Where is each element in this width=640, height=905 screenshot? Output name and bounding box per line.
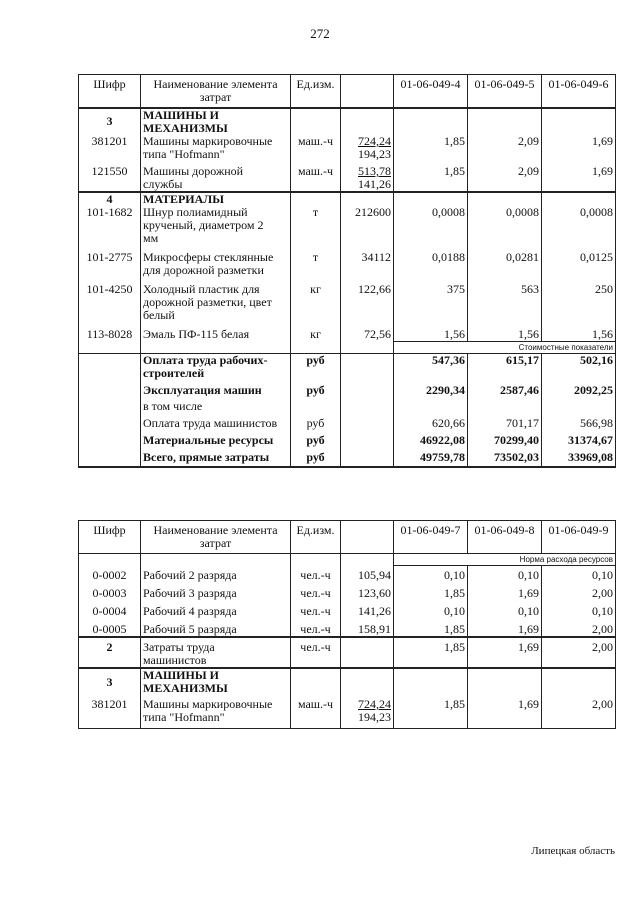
row-name: Машины дорожной службы bbox=[141, 165, 291, 192]
row-name: Микросферы стеклянные для дорожной разметки bbox=[141, 245, 291, 277]
summary-name: в том числе bbox=[141, 397, 291, 413]
row-value-2: 1,69 bbox=[468, 618, 542, 637]
row-value-3: 0,10 bbox=[542, 566, 616, 583]
row-name: МАТЕРИАЛЫ Шнур полиамидный крученый, диаметром 2 мм bbox=[141, 192, 291, 245]
summary-value-1: 46922,08 bbox=[394, 430, 468, 447]
table-header-row bbox=[79, 521, 616, 554]
section-row bbox=[79, 108, 616, 135]
row-unit: маш.-ч bbox=[291, 695, 341, 729]
summary-value-2: 70299,40 bbox=[468, 430, 542, 447]
summary-unit: руб bbox=[291, 380, 341, 397]
header-col1: 01-06-049-7 bbox=[394, 521, 468, 554]
section-title: МАШИНЫ И МЕХАНИЗМЫ bbox=[141, 668, 291, 695]
row-price: 141,26 bbox=[341, 600, 394, 618]
summary-value-3: 31374,67 bbox=[542, 430, 616, 447]
row-name: Затраты труда машинистов bbox=[141, 637, 291, 668]
table-row bbox=[79, 322, 616, 342]
section-title: МАТЕРИАЛЫ bbox=[143, 192, 224, 206]
summary-unit: руб bbox=[291, 430, 341, 447]
header-price bbox=[341, 521, 394, 554]
summary-value-2: 701,17 bbox=[468, 413, 542, 430]
summary-value-3: 2092,25 bbox=[542, 380, 616, 397]
section-number: 3 bbox=[79, 668, 141, 695]
row-unit: т bbox=[291, 192, 341, 245]
summary-name: Эксплуатация машин bbox=[141, 380, 291, 397]
row-unit: чел.-ч bbox=[291, 637, 341, 668]
section-row bbox=[79, 192, 616, 245]
row-price: 123,60 bbox=[341, 582, 394, 600]
summary-unit: руб bbox=[291, 447, 341, 467]
row-value-2: 2,09 bbox=[468, 135, 542, 165]
header-price bbox=[341, 75, 394, 109]
row-value-2: 2,09 bbox=[468, 165, 542, 192]
subheader-label: Стоимостные показатели bbox=[394, 342, 616, 354]
summary-value-2: 615,17 bbox=[468, 354, 542, 381]
summary-row bbox=[79, 447, 616, 467]
row-name: Рабочий 2 разряда bbox=[141, 566, 291, 583]
row-price: 34112 bbox=[341, 245, 394, 277]
header-unit: Ед.изм. bbox=[291, 75, 341, 109]
row-price: 72,56 bbox=[341, 322, 394, 342]
row-name: Рабочий 3 разряда bbox=[141, 582, 291, 600]
summary-value-2: 2587,46 bbox=[468, 380, 542, 397]
row-name: Рабочий 4 разряда bbox=[141, 600, 291, 618]
row-unit: чел.-ч bbox=[291, 582, 341, 600]
subheader-row bbox=[79, 554, 616, 566]
row-unit: чел.-ч bbox=[291, 618, 341, 637]
section-number: 4 101-1682 bbox=[79, 192, 141, 245]
row-value-1: 0,10 bbox=[394, 566, 468, 583]
summary-value-1: 547,36 bbox=[394, 354, 468, 381]
row-price: 513,78 141,26 bbox=[341, 165, 394, 192]
row-value-3: 2,00 bbox=[542, 695, 616, 729]
table-row bbox=[79, 277, 616, 322]
row-code: 0-0003 bbox=[79, 582, 141, 600]
header-col2: 01-06-049-5 bbox=[468, 75, 542, 109]
row-price: 122,66 bbox=[341, 277, 394, 322]
section-number: 3 bbox=[79, 108, 141, 135]
row-value-1: 1,85 bbox=[394, 582, 468, 600]
table-row bbox=[79, 135, 616, 165]
summary-row bbox=[79, 354, 616, 381]
row-price: 212600 bbox=[341, 192, 394, 245]
subheader-label: Норма расхода ресурсов bbox=[394, 554, 616, 566]
table-row bbox=[79, 582, 616, 600]
row-value-3: 1,69 bbox=[542, 135, 616, 165]
row-value-1: 1,85 bbox=[394, 165, 468, 192]
row-value-1: 1,85 bbox=[394, 618, 468, 637]
row-code: 381201 bbox=[79, 135, 141, 165]
row-value-2: 0,0281 bbox=[468, 245, 542, 277]
summary-value-3: 566,98 bbox=[542, 413, 616, 430]
section-number: 2 bbox=[79, 637, 141, 668]
row-value-3: 250 bbox=[542, 277, 616, 322]
table-header-row bbox=[79, 75, 616, 109]
page-number: 272 bbox=[310, 26, 330, 41]
summary-row bbox=[79, 380, 616, 397]
row-code: 101-4250 bbox=[79, 277, 141, 322]
resource-table-1 bbox=[78, 74, 616, 468]
row-price: 105,94 bbox=[341, 566, 394, 583]
row-code: 0-0005 bbox=[79, 618, 141, 637]
row-value-2: 1,69 bbox=[468, 637, 542, 668]
header-col3: 01-06-049-9 bbox=[542, 521, 616, 554]
row-value-2: 0,0008 bbox=[468, 192, 542, 245]
row-code: 121550 bbox=[79, 165, 141, 192]
row-value-3: 0,0008 bbox=[542, 192, 616, 245]
summary-unit: руб bbox=[291, 354, 341, 381]
header-col3: 01-06-049-6 bbox=[542, 75, 616, 109]
row-value-1: 1,56 bbox=[394, 322, 468, 342]
row-unit: т bbox=[291, 245, 341, 277]
row-unit: кг bbox=[291, 277, 341, 322]
section-row bbox=[79, 637, 616, 668]
summary-name: Всего, прямые затраты bbox=[141, 447, 291, 467]
table-row bbox=[79, 600, 616, 618]
row-price: 724,24 194,23 bbox=[341, 695, 394, 729]
header-name: Наименование элемента затрат bbox=[141, 521, 291, 554]
summary-value-1: 49759,78 bbox=[394, 447, 468, 467]
table-row bbox=[79, 566, 616, 583]
row-value-2: 1,56 bbox=[468, 322, 542, 342]
row-value-2: 563 bbox=[468, 277, 542, 322]
row-name: Эмаль ПФ-115 белая bbox=[141, 322, 291, 342]
header-code: Шифр bbox=[79, 75, 141, 109]
footer-region: Липецкая область bbox=[531, 845, 615, 857]
row-value-3: 0,0125 bbox=[542, 245, 616, 277]
table-row bbox=[79, 618, 616, 637]
header-col2: 01-06-049-8 bbox=[468, 521, 542, 554]
row-name: Машины маркировочные типа "Hofmann" bbox=[141, 135, 291, 165]
table-row bbox=[79, 165, 616, 192]
summary-row bbox=[79, 397, 616, 413]
row-value-3: 2,00 bbox=[542, 637, 616, 668]
row-value-1: 1,85 bbox=[394, 135, 468, 165]
row-value-3: 0,10 bbox=[542, 600, 616, 618]
header-col1: 01-06-049-4 bbox=[394, 75, 468, 109]
row-unit: кг bbox=[291, 322, 341, 342]
summary-row bbox=[79, 413, 616, 430]
row-value-1: 0,0188 bbox=[394, 245, 468, 277]
row-value-1: 375 bbox=[394, 277, 468, 322]
row-value-1: 1,85 bbox=[394, 637, 468, 668]
summary-name: Материальные ресурсы bbox=[141, 430, 291, 447]
row-unit: чел.-ч bbox=[291, 600, 341, 618]
row-name: Рабочий 5 разряда bbox=[141, 618, 291, 637]
row-code: 101-2775 bbox=[79, 245, 141, 277]
row-value-3: 2,00 bbox=[542, 618, 616, 637]
row-value-1: 0,0008 bbox=[394, 192, 468, 245]
row-value-2: 0,10 bbox=[468, 566, 542, 583]
summary-value-1: 620,66 bbox=[394, 413, 468, 430]
summary-value-3: 33969,08 bbox=[542, 447, 616, 467]
header-unit: Ед.изм. bbox=[291, 521, 341, 554]
summary-value-3: 502,16 bbox=[542, 354, 616, 381]
row-code: 381201 bbox=[79, 695, 141, 729]
row-code: 0-0002 bbox=[79, 566, 141, 583]
resource-table-2 bbox=[78, 520, 616, 729]
header-code: Шифр bbox=[79, 521, 141, 554]
row-unit: маш.-ч bbox=[291, 165, 341, 192]
row-unit: маш.-ч bbox=[291, 135, 341, 165]
summary-row bbox=[79, 430, 616, 447]
row-value-3: 1,69 bbox=[542, 165, 616, 192]
row-unit: чел.-ч bbox=[291, 566, 341, 583]
header-name: Наименование элемента затрат bbox=[141, 75, 291, 109]
table-row bbox=[79, 695, 616, 729]
row-code: 113-8028 bbox=[79, 322, 141, 342]
summary-unit: руб bbox=[291, 413, 341, 430]
row-value-3: 1,56 bbox=[542, 322, 616, 342]
summary-name: Оплата труда машинистов bbox=[141, 413, 291, 430]
summary-value-2: 73502,03 bbox=[468, 447, 542, 467]
row-code: 0-0004 bbox=[79, 600, 141, 618]
section-row bbox=[79, 668, 616, 695]
table-row bbox=[79, 245, 616, 277]
summary-name: Оплата труда рабочих- строителей bbox=[141, 354, 291, 381]
subheader-row bbox=[79, 342, 616, 354]
row-name: Машины маркировочные типа "Hofmann" bbox=[141, 695, 291, 729]
row-price: 724,24 194,23 bbox=[341, 135, 394, 165]
row-price: 158,91 bbox=[341, 618, 394, 637]
section-title: МАШИНЫ И МЕХАНИЗМЫ bbox=[141, 108, 291, 135]
row-value-2: 1,69 bbox=[468, 582, 542, 600]
row-value-1: 0,10 bbox=[394, 600, 468, 618]
row-name: Холодный пластик для дорожной разметки, цвет белый bbox=[141, 277, 291, 322]
row-value-1: 1,85 bbox=[394, 695, 468, 729]
row-value-3: 2,00 bbox=[542, 582, 616, 600]
summary-value-1: 2290,34 bbox=[394, 380, 468, 397]
row-value-2: 1,69 bbox=[468, 695, 542, 729]
row-value-2: 0,10 bbox=[468, 600, 542, 618]
